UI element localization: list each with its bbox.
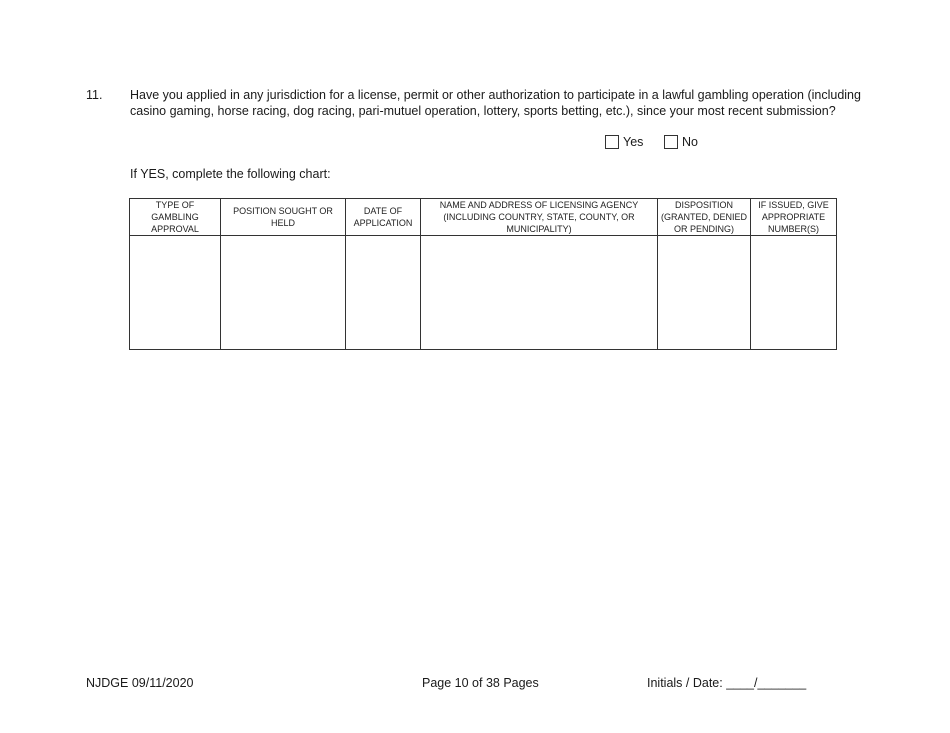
cell-licensing-agency[interactable] [421, 236, 658, 350]
chart-header-row [130, 199, 837, 236]
header-disposition: DISPOSITION (GRANTED, DENIED OR PENDING) [658, 199, 751, 236]
yes-checkbox[interactable] [605, 135, 619, 149]
yes-option[interactable] [605, 134, 643, 150]
gambling-approval-chart [129, 198, 837, 350]
yes-label: Yes [623, 135, 644, 149]
form-id: NJDGE 09/11/2020 [86, 676, 194, 690]
question-text: Have you applied in any jurisdiction for a license, permit or other authorization to participate in a lawful gambling operation (including casino gaming, horse racing, dog racing, pari-mutuel operation, lottery, sports betting, etc.), since your most recent submission? [130, 88, 861, 118]
header-appropriate-numbers: IF ISSUED, GIVE APPROPRIATE NUMBER(S) [751, 199, 837, 236]
no-label: No [682, 135, 698, 149]
cell-position-sought-or-held[interactable] [221, 236, 346, 350]
cell-disposition[interactable] [658, 236, 751, 350]
table-row [130, 236, 837, 350]
header-date-of-application: DATE OF APPLICATION [346, 199, 421, 236]
no-checkbox[interactable] [664, 135, 678, 149]
cell-appropriate-numbers[interactable] [751, 236, 837, 350]
header-position-sought-or-held: POSITION SOUGHT OR HELD [221, 199, 346, 236]
no-option[interactable] [664, 134, 698, 150]
cell-type-of-gambling-approval[interactable] [130, 236, 221, 350]
chart-instruction: If YES, complete the following chart: [130, 167, 331, 181]
header-licensing-agency: NAME AND ADDRESS OF LICENSING AGENCY (INCLUDING COUNTRY, STATE, COUNTY, OR MUNICIPALITY) [421, 199, 658, 236]
header-type-of-gambling-approval: TYPE OF GAMBLING APPROVAL [130, 199, 221, 236]
cell-date-of-application[interactable] [346, 236, 421, 350]
page-number: Page 10 of 38 Pages [422, 676, 539, 690]
question-number: 11. [86, 88, 103, 102]
initials-date-field[interactable]: Initials / Date: ____/_______ [647, 676, 807, 690]
